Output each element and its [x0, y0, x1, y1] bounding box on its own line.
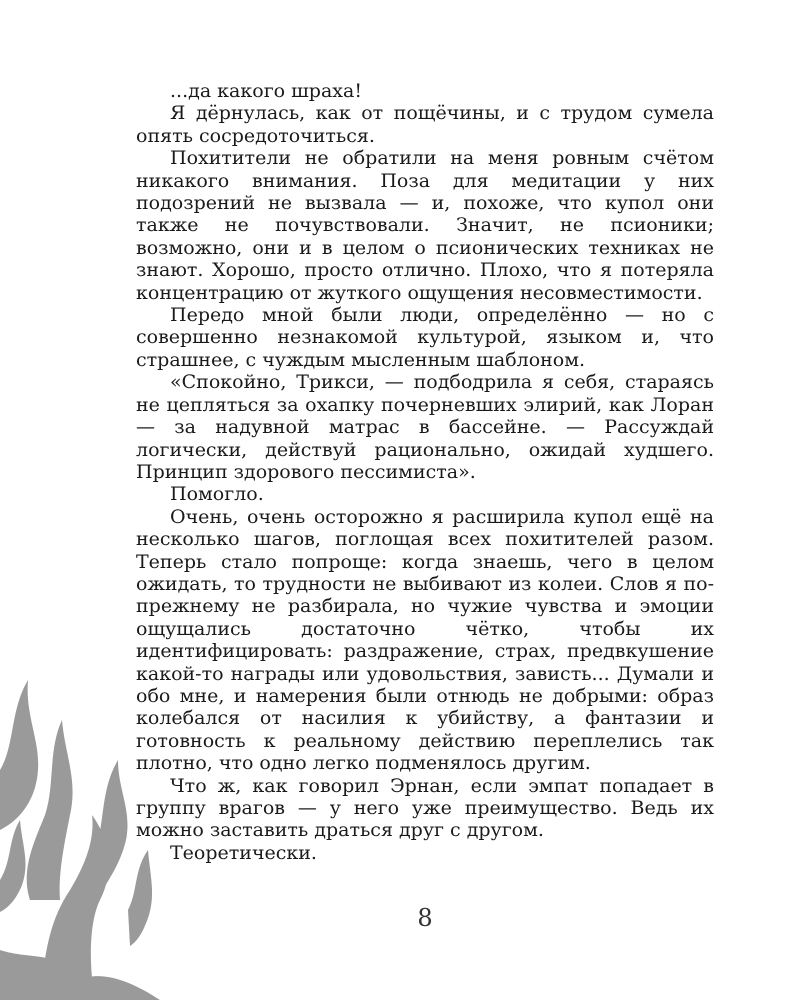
paragraph: Я дёрнулась, как от пощёчины, и с трудом сумела опять сосредоточиться. [136, 102, 714, 147]
page-number: 8 [417, 904, 433, 932]
paragraph: Помогло. [170, 483, 264, 506]
paragraph: Передо мной были люди, определённо — но с совершенно незнакомой культурой, языком и, что страшнее, с чуждым мысленным шаблоном. [136, 304, 714, 371]
body-text [136, 80, 714, 864]
paragraph: «Спокойно, Трикси, — подбодрила я себя, стараясь не цепляться за охапку почерневших элирий, как Лоран — за надувной матрас в бассейне. — Рассуждай логически, действуй рационально, ожидай худшего. Принцип здорового пессимиста». [136, 371, 714, 483]
paragraph: Теоретически. [170, 841, 317, 864]
paragraph: Очень, очень осторожно я расширила купол ещё на несколько шагов, поглощая всех похитителей разом. Теперь стало попроще: когда знаешь, чего в целом ожидать, то трудности не выбивают из колеи. Слов я по-прежнему не разбирала, но чужие чувства и эмоции ощущались достаточно чётко, чтобы их идентифицировать: раздражение, страх, предвкушение какой-то награды или удовольствия, зависть... Думали и обо мне, и намерения были отнюдь не добрыми: образ колебался от насилия к убийству, а фантазии и готовность к реальному действию переплелись так плотно, что одно легко подменялось другим. [136, 505, 714, 775]
paragraph: ...да какого шраха! [170, 80, 362, 102]
paragraph: Что ж, как говорил Эрнан, если эмпат попадает в группу врагов — у него уже преимущество. Ведь их можно заставить драться друг с другом. [136, 774, 714, 842]
paragraph: Похитители не обратили на меня ровным счётом никакого внимания. Поза для медитации у них подозрений не вызвала — и, похоже, что купол они также не почувствовали. Значит, не псионики; возможно, они и в целом о псионических техниках не знают. Хорошо, просто отлично. Плохо, что я потеряла концентрацию от жуткого ощущения несовместимости. [136, 147, 714, 304]
